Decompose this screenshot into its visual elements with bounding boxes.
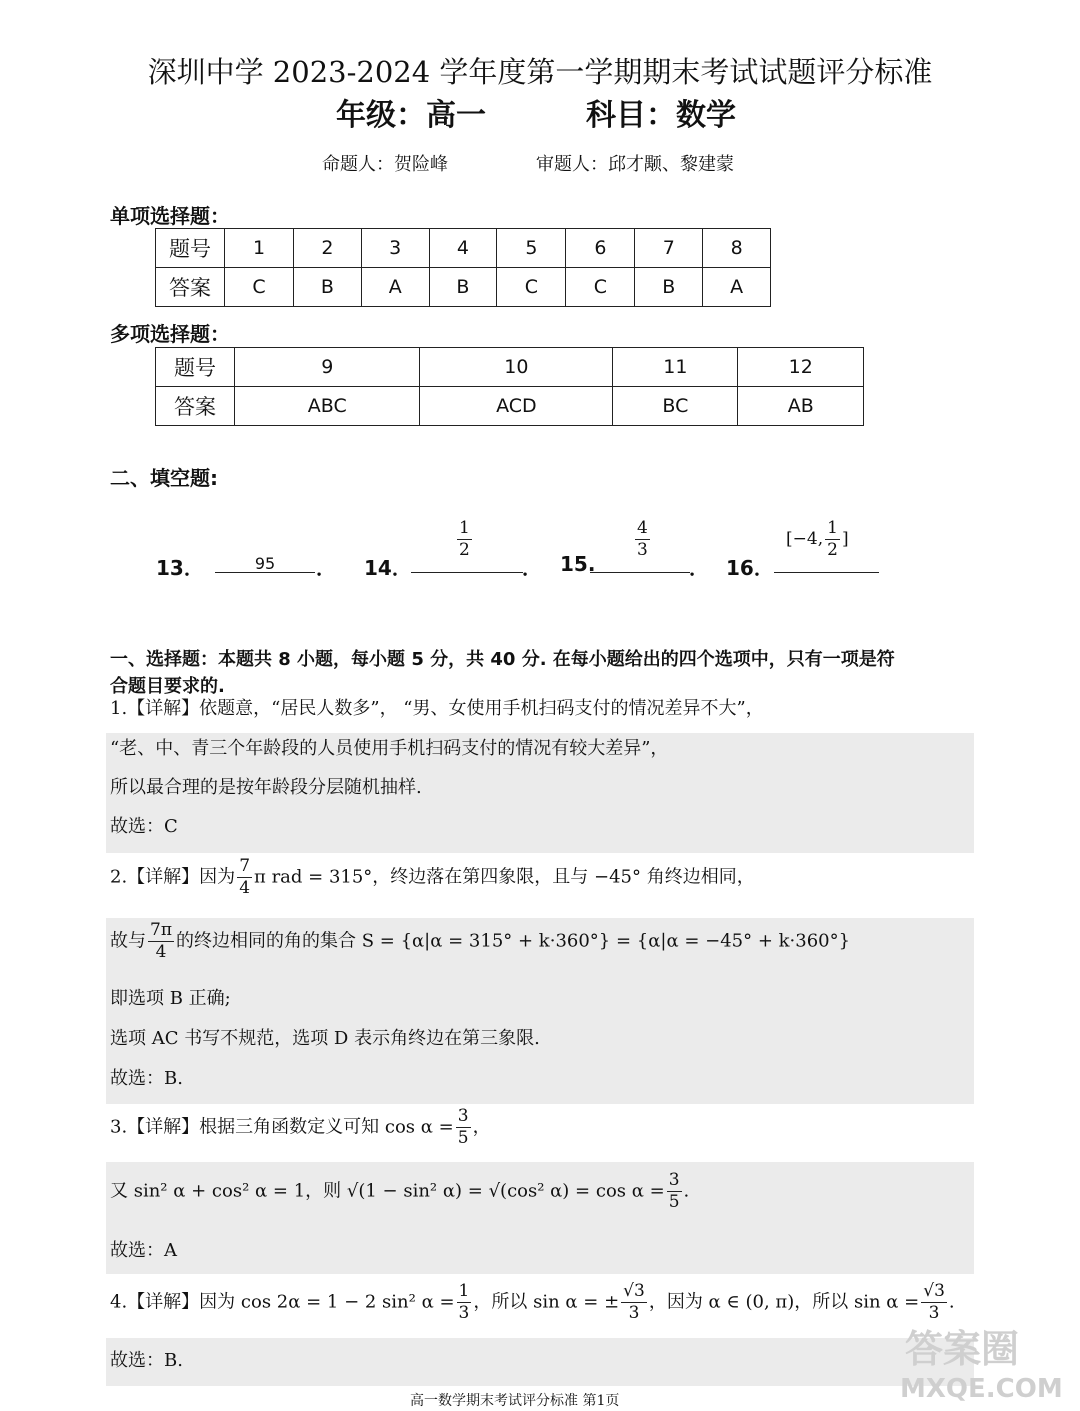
q4-intro: 4.【详解】因为 cos 2α = 1 − 2 sin² α = <box>110 1291 455 1313</box>
question-number: 12 <box>738 348 864 387</box>
q4-f2-denominator: 3 <box>628 1303 640 1323</box>
q2-set-intro: 故与 <box>110 930 146 952</box>
section1-heading-line1: 一、选择题：本题共 8 小题，每小题 5 分，共 40 分. 在每小题给出的四个选项中，只有一项是符 <box>110 649 895 670</box>
q14-answer <box>455 520 474 559</box>
q13-answer: 95 <box>254 554 276 573</box>
answer-cell: C <box>225 268 294 307</box>
q2-denominator: 4 <box>239 878 251 898</box>
q15-blank-line <box>590 572 690 573</box>
q4-mid2: ，因为 α ∈ (0, π)，所以 sin α = <box>648 1291 920 1313</box>
subject-label: 科目：数学 <box>586 98 736 133</box>
grade-label: 年级：高一 <box>336 98 486 133</box>
row-header-number: 题号 <box>156 348 235 387</box>
q13-period: ． <box>316 556 336 580</box>
q3-line1 <box>110 1108 491 1147</box>
watermark-logo: 答案圈 <box>905 1327 1020 1371</box>
watermark-site: MXQE.COM <box>900 1374 1063 1404</box>
multi-choice-heading: 多项选择题： <box>110 322 230 346</box>
q4-f1-numerator: 1 <box>458 1281 470 1301</box>
q15-number: 15. <box>560 552 596 576</box>
answer-cell: A <box>703 268 771 307</box>
answer-cell: ABC <box>235 387 420 426</box>
q3-line3: 故选：A <box>110 1240 177 1261</box>
q4-f2-numerator: √3 <box>623 1281 645 1301</box>
question-number: 9 <box>235 348 420 387</box>
q4-line1 <box>110 1283 955 1322</box>
q14-period: ． <box>522 556 542 580</box>
question-number: 7 <box>635 229 703 268</box>
answer-cell: ACD <box>420 387 613 426</box>
q16-number: 16． <box>726 556 774 580</box>
q3-result-numerator: 3 <box>668 1170 680 1190</box>
answer-cell: B <box>429 268 497 307</box>
question-number: 3 <box>361 229 429 268</box>
q2-line4: 选项 AC 书写不规范，选项 D 表示角终边在第三象限. <box>110 1028 540 1049</box>
author-label: 命题人：贺险峰 <box>322 154 448 175</box>
answer-cell: BC <box>613 387 738 426</box>
q15-answer <box>633 520 652 559</box>
q16-blank-line <box>774 572 879 573</box>
question-number: 6 <box>566 229 635 268</box>
question-number: 8 <box>703 229 771 268</box>
q14-denominator: 2 <box>459 540 470 560</box>
question-number: 4 <box>429 229 497 268</box>
q2-line5: 故选：B. <box>110 1068 183 1089</box>
q4-f3-denominator: 3 <box>928 1303 940 1323</box>
q1-line4: 故选：C <box>110 816 178 837</box>
q4-f1-denominator: 3 <box>458 1303 470 1323</box>
q3-derivation: 又 sin² α + cos² α = 1，则 √(1 − sin² α) = √(cos² α) = cos α = <box>110 1180 665 1202</box>
q4-f3-numerator: √3 <box>923 1281 945 1301</box>
answer-cell: C <box>566 268 635 307</box>
answer-cell: B <box>635 268 703 307</box>
q15-numerator: 4 <box>637 518 648 538</box>
q16-interval-start: [−4, <box>786 529 824 549</box>
answer-cell: C <box>497 268 566 307</box>
question-number: 11 <box>613 348 738 387</box>
row-header-answer: 答案 <box>156 387 235 426</box>
q16-denominator: 2 <box>827 540 838 560</box>
page-footer: 高一数学期末考试评分标准 第1页 <box>410 1393 620 1409</box>
q16-numerator: 1 <box>827 518 838 538</box>
q3-denominator: 5 <box>457 1128 469 1148</box>
row-header-number: 题号 <box>156 229 225 268</box>
q3-result-denominator: 5 <box>668 1192 680 1212</box>
q4-line2: 故选：B. <box>110 1350 183 1371</box>
q2-line2 <box>110 922 850 961</box>
q2-line1 <box>110 858 755 897</box>
document-title: 深圳中学 2023-2024 学年度第一学期期末考试试题评分标准 <box>147 55 933 89</box>
question-number: 5 <box>497 229 566 268</box>
q3-period: . <box>683 1180 690 1202</box>
answer-cell: B <box>294 268 362 307</box>
q15-period: ． <box>689 556 709 580</box>
q13-number: 13． <box>156 556 204 580</box>
q3-numerator: 3 <box>457 1106 469 1126</box>
single-choice-table <box>155 228 771 307</box>
q4-mid: ，所以 sin α = ± <box>473 1291 620 1313</box>
single-choice-heading: 单项选择题： <box>110 204 230 228</box>
q4-shaded-block <box>106 1338 974 1386</box>
q16-answer <box>786 520 849 559</box>
q2-conversion: π rad = 315°，终边落在第四象限，且与 −45° 角终边相同， <box>254 866 755 888</box>
q3-line2 <box>110 1172 689 1211</box>
q16-interval-end: ] <box>841 529 849 549</box>
q3-intro: 3.【详解】根据三角函数定义可知 cos α = <box>110 1116 454 1138</box>
q4-period: . <box>948 1291 955 1313</box>
answer-cell: AB <box>738 387 864 426</box>
q14-blank-line <box>411 572 523 573</box>
q2-numerator: 7 <box>239 856 251 876</box>
q2-line3: 即选项 B 正确; <box>110 988 231 1009</box>
q15-denominator: 3 <box>637 540 648 560</box>
row-header-answer: 答案 <box>156 268 225 307</box>
reviewer-label: 审题人：邱才颙、黎建蒙 <box>536 154 734 175</box>
q14-numerator: 1 <box>459 518 470 538</box>
q2-set-expression: 的终边相同的角的集合 S = {α|α = 315° + k·360°} = {α|α = −45° + k·360°} <box>176 930 851 952</box>
question-number: 10 <box>420 348 613 387</box>
answer-cell: A <box>361 268 429 307</box>
question-number: 2 <box>294 229 362 268</box>
q1-line3: 所以最合理的是按年龄段分层随机抽样. <box>110 777 422 798</box>
q2-intro: 2.【详解】因为 <box>110 866 236 888</box>
q2-set-numerator: 7π <box>150 920 172 940</box>
q2-set-denominator: 4 <box>155 942 167 962</box>
q1-line2: “老、中、青三个年龄段的人员使用手机扫码支付的情况有较大差异”， <box>110 738 669 759</box>
section1-heading-line2: 合题目要求的. <box>110 676 225 697</box>
q1-line1: 1.【详解】依题意，“居民人数多”， “男、女使用手机扫码支付的情况差异不大”， <box>110 698 764 719</box>
q14-number: 14． <box>364 556 412 580</box>
multi-choice-table <box>155 347 864 426</box>
q3-comma: ， <box>472 1116 491 1138</box>
question-number: 1 <box>225 229 294 268</box>
fill-blank-heading: 二、填空题: <box>110 466 218 490</box>
